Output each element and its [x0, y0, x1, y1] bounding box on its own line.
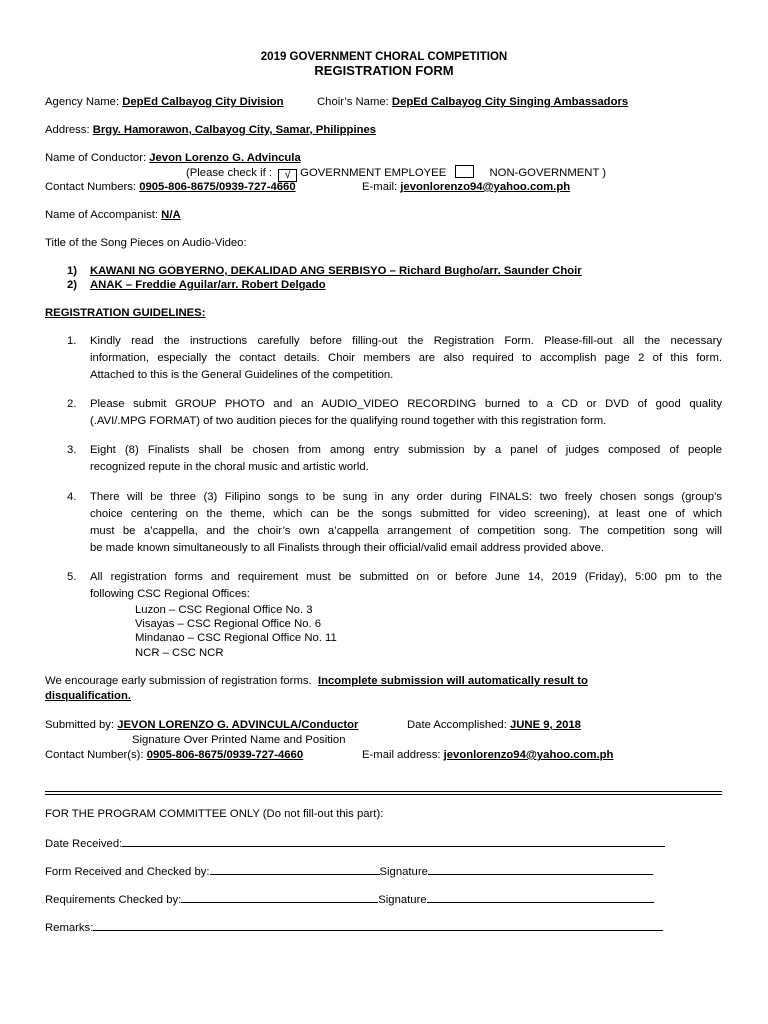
song-title-2: ANAK – Freddie Aguilar/arr. Robert Delgado [90, 279, 326, 291]
guideline-number-1: 1. [67, 335, 77, 347]
check-prefix: (Please check if : [186, 167, 273, 179]
accompanist-row [45, 208, 181, 222]
date-received-row [45, 835, 665, 851]
guideline-number-4: 4. [67, 491, 77, 503]
accompanist-label: Name of Accompanist: [45, 209, 159, 221]
date-received-field[interactable] [122, 835, 665, 847]
guideline-4-line: be made known simultaneously to all Finalists through their official/valid email address provided above. [90, 542, 605, 554]
song-number-2: 2) [67, 279, 78, 291]
guideline-2-line: Please submit GROUP PHOTO and an AUDIO_VIDEO RECORDING burned to a CD or DVD of good quality [90, 398, 722, 410]
email-value: jevonlorenzo94@yahoo.com.ph [400, 181, 571, 193]
guideline-4-line: must be a’cappella, and the choir’s own a’cappella arrangement of competition song. The competition song will [90, 525, 722, 537]
committee-heading: FOR THE PROGRAM COMMITTEE ONLY (Do not fill-out this part): [45, 808, 384, 820]
guideline-2-line: (.AVI/.MPG FORMAT) of two audition pieces for the qualifying round together with this registration form. [90, 415, 607, 427]
submitted-row [45, 718, 358, 732]
guideline-5 [90, 569, 722, 603]
agency-value: DepEd Calbayog City Division [122, 96, 284, 108]
guideline-3 [90, 442, 722, 476]
songs-label: Title of the Song Pieces on Audio-Video: [45, 237, 247, 249]
guidelines-heading: REGISTRATION GUIDELINES: [45, 307, 206, 319]
office-luzon: Luzon – CSC Regional Office No. 3 [135, 604, 313, 616]
disqualification-warning-2: disqualification. [45, 690, 131, 702]
government-checkbox[interactable]: √ [278, 169, 297, 182]
agency-label: Agency Name: [45, 96, 120, 108]
agency-row [45, 95, 284, 109]
submitted-email-value: jevonlorenzo94@yahoo.com.ph [443, 749, 614, 761]
guideline-1-line: Attached to this is the General Guidelines of the competition. [90, 369, 394, 381]
conductor-label: Name of Conductor: [45, 152, 147, 164]
guideline-2 [90, 396, 722, 430]
song-title-1: KAWANI NG GOBYERNO, DEKALIDAD ANG SERBISYO – Richard Bugho/arr. Saunder Choir [90, 265, 582, 277]
guideline-3-line: recognized repute in the choral music and artistic world. [90, 461, 369, 473]
remarks-label: Remarks: [45, 922, 94, 934]
contact-row [45, 180, 296, 194]
address-label: Address: [45, 124, 90, 136]
non-government-checkbox[interactable] [455, 165, 474, 178]
office-mindanao: Mindanao – CSC Regional Office No. 11 [135, 632, 337, 644]
accompanist-value: N/A [161, 209, 181, 221]
government-label: GOVERNMENT EMPLOYEE [300, 167, 447, 179]
contact-value: 0905-806-8675/0939-727-4660 [139, 181, 296, 193]
encourage-row [45, 674, 588, 688]
requirements-signature-field[interactable] [427, 891, 654, 903]
email-label: E-mail: [362, 181, 398, 193]
submitted-contact-label: Contact Number(s): [45, 749, 144, 761]
address-row [45, 123, 376, 137]
date-accomplished-value: JUNE 9, 2018 [509, 719, 581, 731]
guideline-4 [90, 489, 722, 557]
date-accomplished-row [407, 718, 581, 732]
form-received-row [45, 863, 653, 879]
guideline-1-line: information, especially the contact details. Choir members are also required to accomplish page 2 of this form. [90, 352, 722, 364]
email-row [362, 180, 570, 194]
guideline-number-2: 2. [67, 398, 77, 410]
date-received-label: Date Received: [45, 838, 123, 850]
guideline-5-line: following CSC Regional Offices: [90, 588, 250, 600]
office-visayas: Visayas – CSC Regional Office No. 6 [135, 618, 322, 630]
address-value: Brgy. Hamorawon, Calbayog City, Samar, Philippines [92, 124, 377, 136]
conductor-value: Jevon Lorenzo G. Advincula [149, 152, 301, 164]
form-received-signature-field[interactable] [428, 863, 653, 875]
submitted-email-label: E-mail address: [362, 749, 441, 761]
form-title-line1: 2019 GOVERNMENT CHORAL COMPETITION [260, 51, 508, 63]
signature-label: Signature [378, 894, 427, 906]
form-title-line2: REGISTRATION FORM [314, 63, 454, 78]
non-government-label: NON-GOVERNMENT ) [489, 167, 607, 179]
song-number-1: 1) [67, 265, 78, 277]
submitted-contact-row [45, 748, 303, 762]
remarks-field[interactable] [93, 919, 663, 931]
guideline-1 [90, 333, 722, 384]
guideline-number-3: 3. [67, 444, 77, 456]
submitted-value: JEVON LORENZO G. ADVINCULA/Conductor [117, 719, 359, 731]
submitted-label: Submitted by: [45, 719, 115, 731]
signature-caption: Signature Over Printed Name and Position [132, 734, 346, 746]
guideline-4-line: choice centering on the theme, which can be the songs submitted for video screening), at least one of which [90, 508, 722, 520]
choir-label: Choir’s Name: [317, 96, 389, 108]
submitted-email-row [362, 748, 613, 762]
requirements-row [45, 891, 654, 907]
remarks-row [45, 919, 663, 935]
requirements-field[interactable] [181, 891, 378, 903]
guideline-1-line: Kindly read the instructions carefully before filling-out the Registration Form. Please-fill-out all the necessary [90, 335, 722, 347]
form-received-label: Form Received and Checked by: [45, 866, 210, 878]
choir-row [317, 95, 628, 109]
encourage-text: We encourage early submission of registration forms. [45, 675, 312, 687]
submitted-contact-value: 0905-806-8675/0939-727-4660 [146, 749, 304, 761]
office-ncr: NCR – CSC NCR [135, 647, 224, 659]
date-accomplished-label: Date Accomplished: [407, 719, 507, 731]
guideline-3-line: Eight (8) Finalists shall be chosen from among entry submission by a panel of judges composed of people [90, 444, 722, 456]
form-received-field[interactable] [210, 863, 380, 875]
section-divider [45, 794, 722, 795]
conductor-row [45, 151, 301, 165]
choir-value: DepEd Calbayog City Singing Ambassadors [391, 96, 629, 108]
contact-label: Contact Numbers: [45, 181, 137, 193]
disqualification-warning: Incomplete submission will automatically result to [317, 675, 588, 687]
guideline-number-5: 5. [67, 571, 77, 583]
section-divider [45, 791, 722, 792]
requirements-label: Requirements Checked by: [45, 894, 182, 906]
guideline-4-line: There will be three (3) Filipino songs to be sung in any order during FINALS: two freely chosen songs (group’s [90, 491, 722, 503]
guideline-5-line: All registration forms and requirement must be submitted on or before June 14, 2019 (Friday), 5:00 pm to the [90, 571, 722, 583]
signature-label: Signature [379, 866, 428, 878]
